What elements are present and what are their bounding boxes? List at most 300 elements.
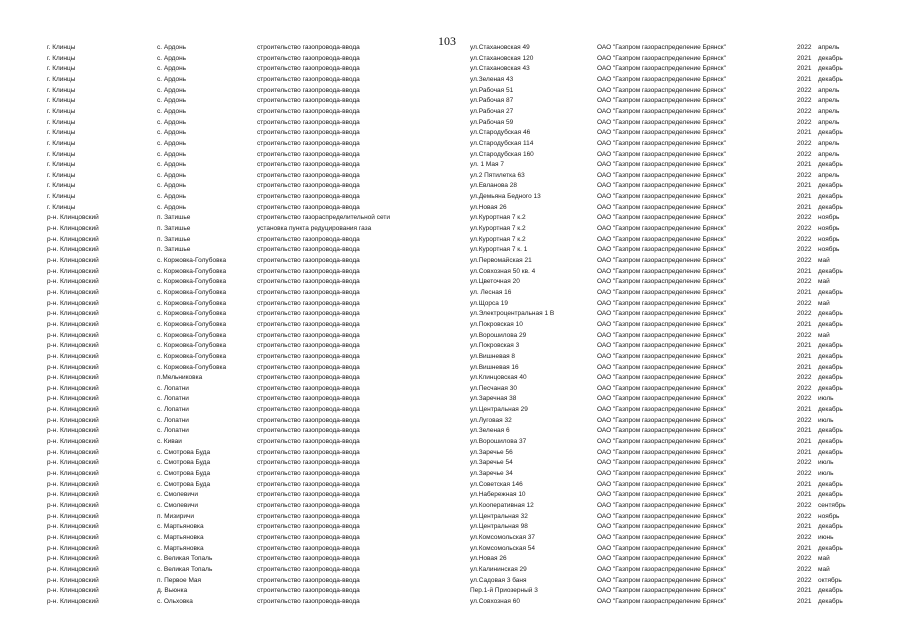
organization-cell: ОАО "Газпром газораспределение Брянск" (597, 555, 726, 563)
settlement-cell: п. Затишье (157, 246, 191, 254)
organization-cell: ОАО "Газпром газораспределение Брянск" (597, 416, 726, 424)
organization-cell: ОАО "Газпром газораспределение Брянск" (597, 406, 726, 414)
settlement-cell: с. Коржовка-Голубовка (157, 331, 227, 339)
work-type-cell: строительство газопровода-ввода (257, 416, 360, 424)
year-cell: 2022 (797, 470, 812, 477)
address-cell: ул.Демьяна Бедного 13 (470, 193, 541, 201)
work-type-cell: строительство газопровода-ввода (257, 97, 360, 105)
table-row (0, 86, 905, 96)
district-cell: р-н. Клинцовский (47, 278, 99, 286)
year-cell: 2022 (797, 512, 812, 520)
district-cell: р-н. Клинцовский (47, 342, 99, 350)
month-cell: ноябрь (818, 225, 840, 233)
work-type-cell: строительство газопровода-ввода (257, 533, 360, 541)
month-cell: декабрь (818, 523, 843, 531)
month-cell: декабрь (818, 193, 843, 201)
settlement-cell: с. Смолевичи (157, 501, 199, 509)
address-cell: ул.Совхозная 60 (470, 597, 520, 605)
work-type-cell: строительство газопровода-ввода (257, 288, 360, 296)
address-cell: ул.Стародубская 46 (470, 129, 531, 137)
page-number: 103 (438, 34, 456, 48)
address-cell: ул.Стахановская 120 (470, 54, 534, 62)
settlement-cell: п. Затишье (157, 225, 191, 233)
address-cell: ул.Набережная 10 (470, 491, 526, 499)
address-cell: ул.Рабочая 51 (470, 86, 514, 94)
settlement-cell: с. Ардонь (157, 182, 187, 190)
work-type-cell: строительство газопровода-ввода (257, 587, 360, 595)
district-cell: г. Клинцы (47, 171, 76, 179)
organization-cell: ОАО "Газпром газораспределение Брянск" (597, 587, 726, 595)
settlement-cell: п. Первое Мая (157, 576, 202, 584)
year-cell: 2021 (797, 320, 812, 328)
month-cell: декабрь (818, 597, 843, 605)
work-type-cell: строительство газопровода-ввода (257, 331, 360, 339)
table-row (0, 522, 905, 532)
organization-cell: ОАО "Газпром газораспределение Брянск" (597, 544, 726, 552)
organization-cell: ОАО "Газпром газораспределение Брянск" (597, 118, 726, 126)
address-cell: ул.Калининская 29 (470, 565, 527, 573)
address-cell: ул.Зеленая 43 (470, 75, 514, 83)
year-cell: 2021 (797, 75, 812, 83)
year-cell: 2022 (797, 278, 812, 286)
table-row (0, 224, 905, 234)
month-cell: декабрь (818, 427, 843, 435)
work-type-cell: строительство газопровода-ввода (257, 75, 360, 83)
address-cell: ул.Покровская 3 (470, 342, 520, 350)
organization-cell: ОАО "Газпром газораспределение Брянск" (597, 352, 726, 360)
month-cell: апрель (818, 171, 840, 179)
work-type-cell: строительство газопровода-ввода (257, 480, 360, 488)
year-cell: 2022 (797, 118, 812, 126)
district-cell: г. Клинцы (47, 118, 76, 126)
work-type-cell: строительство газопровода-ввода (257, 320, 360, 328)
work-type-cell: строительство газопровода-ввода (257, 65, 360, 73)
address-cell: ул.Луговая 32 (470, 416, 512, 424)
district-cell: р-н. Клинцовский (47, 310, 99, 318)
settlement-cell: с. Ардонь (157, 118, 187, 126)
district-cell: г. Клинцы (47, 44, 76, 51)
organization-cell: ОАО "Газпром газораспределение Брянск" (597, 193, 726, 201)
month-cell: июнь (818, 533, 834, 541)
work-type-cell: строительство газопровода-ввода (257, 501, 360, 509)
year-cell: 2022 (797, 565, 812, 573)
district-cell: р-н. Клинцовский (47, 352, 99, 360)
table-row (0, 181, 905, 191)
work-type-cell: строительство газопровода-ввода (257, 427, 360, 435)
month-cell: сентябрь (818, 501, 846, 509)
work-type-cell: строительство газопровода-ввода (257, 182, 360, 190)
settlement-cell: с. Смотрова Буда (157, 448, 211, 456)
address-cell: ул.Центральная 29 (470, 406, 528, 414)
month-cell: ноябрь (818, 246, 840, 254)
table-row (0, 54, 905, 64)
month-cell: декабрь (818, 480, 843, 488)
month-cell: декабрь (818, 161, 843, 169)
district-cell: р-н. Клинцовский (47, 544, 99, 552)
month-cell: октябрь (818, 576, 842, 584)
address-cell: ул.Ворошилова 37 (470, 438, 527, 446)
organization-cell: ОАО "Газпром газораспределение Брянск" (597, 75, 726, 83)
month-cell: декабрь (818, 310, 843, 318)
month-cell: июль (818, 395, 834, 403)
table-row (0, 331, 905, 341)
organization-cell: ОАО "Газпром газораспределение Брянск" (597, 86, 726, 94)
settlement-cell: с. Смолевичи (157, 491, 199, 499)
settlement-cell: с. Мартьяновка (157, 523, 204, 531)
work-type-cell: строительство газопровода-ввода (257, 576, 360, 584)
work-type-cell: строительство газопровода-ввода (257, 406, 360, 414)
address-cell: ул.Зеленая 6 (470, 427, 510, 435)
year-cell: 2021 (797, 129, 812, 137)
settlement-cell: с. Коржовка-Голубовка (157, 278, 227, 286)
district-cell: р-н. Клинцовский (47, 501, 99, 509)
organization-cell: ОАО "Газпром газораспределение Брянск" (597, 597, 726, 605)
address-cell: ул.Щорса 19 (470, 299, 508, 307)
settlement-cell: с. Ардонь (157, 75, 187, 83)
organization-cell: ОАО "Газпром газораспределение Брянск" (597, 384, 726, 392)
settlement-cell: с. Ардонь (157, 139, 187, 147)
work-type-cell: установка пункта редуцирования газа (257, 225, 372, 233)
year-cell: 2021 (797, 438, 812, 446)
organization-cell: ОАО "Газпром газораспределение Брянск" (597, 171, 726, 179)
table-row (0, 384, 905, 394)
month-cell: апрель (818, 107, 840, 115)
work-type-cell: строительство газопровода-ввода (257, 565, 360, 573)
district-cell: г. Клинцы (47, 182, 76, 190)
table-row (0, 64, 905, 74)
month-cell: май (818, 299, 830, 307)
table-row (0, 352, 905, 362)
year-cell: 2021 (797, 448, 812, 456)
district-cell: р-н. Клинцовский (47, 363, 99, 371)
work-type-cell: строительство газопровода-ввода (257, 363, 360, 371)
month-cell: декабрь (818, 363, 843, 371)
address-cell: ул.Клинцовская 40 (470, 374, 527, 382)
year-cell: 2022 (797, 310, 812, 318)
month-cell: апрель (818, 97, 840, 105)
work-type-cell: строительство газопровода-ввода (257, 491, 360, 499)
district-cell: р-н. Клинцовский (47, 214, 99, 222)
work-type-cell: строительство газопровода-ввода (257, 555, 360, 563)
month-cell: май (818, 257, 830, 264)
year-cell: 2021 (797, 342, 812, 350)
work-type-cell: строительство газопровода-ввода (257, 139, 360, 147)
month-cell: ноябрь (818, 512, 840, 520)
month-cell: декабрь (818, 320, 843, 328)
organization-cell: ОАО "Газпром газораспределение Брянск" (597, 310, 726, 318)
month-cell: ноябрь (818, 214, 840, 222)
settlement-cell: с. Коржовка-Голубовка (157, 320, 227, 328)
table-row (0, 150, 905, 160)
address-cell: ул.Электроцентральная 1 В (470, 310, 555, 318)
district-cell: р-н. Клинцовский (47, 235, 99, 243)
settlement-cell: с. Мартьяновка (157, 544, 204, 552)
address-cell: ул.Новая 26 (470, 555, 507, 563)
district-cell: р-н. Клинцовский (47, 565, 99, 573)
table-row (0, 405, 905, 415)
year-cell: 2022 (797, 214, 812, 222)
settlement-cell: с. Коржовка-Голубовка (157, 267, 227, 275)
organization-cell: ОАО "Газпром газораспределение Брянск" (597, 480, 726, 488)
year-cell: 2022 (797, 459, 812, 467)
organization-cell: ОАО "Газпром газораспределение Брянск" (597, 203, 726, 211)
district-cell: г. Клинцы (47, 65, 76, 73)
district-cell: р-н. Клинцовский (47, 299, 99, 307)
settlement-cell: д. Вьюнка (157, 587, 188, 595)
month-cell: декабрь (818, 438, 843, 446)
settlement-cell: с. Смотрова Буда (157, 470, 211, 477)
address-cell: Пер.1-й Приозерный 3 (470, 587, 538, 595)
year-cell: 2022 (797, 416, 812, 424)
year-cell: 2022 (797, 107, 812, 115)
district-cell: р-н. Клинцовский (47, 470, 99, 477)
month-cell: декабрь (818, 267, 843, 275)
month-cell: май (818, 555, 830, 563)
year-cell: 2022 (797, 150, 812, 158)
month-cell: апрель (818, 150, 840, 158)
table-row (0, 363, 905, 373)
month-cell: декабрь (818, 374, 843, 382)
settlement-cell: с. Лопатни (157, 406, 189, 414)
address-cell: ул.Заречная 38 (470, 395, 517, 403)
organization-cell: ОАО "Газпром газораспределение Брянск" (597, 214, 726, 222)
table-row (0, 128, 905, 138)
work-type-cell: строительство газопровода-ввода (257, 459, 360, 467)
year-cell: 2022 (797, 299, 812, 307)
work-type-cell: строительство газопровода-ввода (257, 257, 360, 264)
year-cell: 2021 (797, 161, 812, 169)
settlement-cell: с. Ардонь (157, 161, 187, 169)
district-cell: р-н. Клинцовский (47, 331, 99, 339)
table-row (0, 373, 905, 383)
organization-cell: ОАО "Газпром газораспределение Брянск" (597, 299, 726, 307)
year-cell: 2021 (797, 203, 812, 211)
organization-cell: ОАО "Газпром газораспределение Брянск" (597, 288, 726, 296)
work-type-cell: строительство газопровода-ввода (257, 352, 360, 360)
work-type-cell: строительство газопровода-ввода (257, 193, 360, 201)
work-type-cell: строительство газопровода-ввода (257, 171, 360, 179)
district-cell: г. Клинцы (47, 75, 76, 83)
district-cell: р-н. Клинцовский (47, 448, 99, 456)
district-cell: г. Клинцы (47, 203, 76, 211)
year-cell: 2022 (797, 555, 812, 563)
year-cell: 2022 (797, 97, 812, 105)
district-cell: р-н. Клинцовский (47, 587, 99, 595)
month-cell: апрель (818, 86, 840, 94)
month-cell: декабрь (818, 587, 843, 595)
work-type-cell: строительство газораспределительной сети (257, 214, 390, 222)
settlement-cell: с. Ардонь (157, 86, 187, 94)
work-type-cell: строительство газопровода-ввода (257, 438, 360, 446)
work-type-cell: строительство газопровода-ввода (257, 597, 360, 605)
year-cell: 2022 (797, 171, 812, 179)
settlement-cell: с. Ардонь (157, 129, 187, 137)
district-cell: г. Клинцы (47, 97, 76, 105)
table-row (0, 586, 905, 596)
organization-cell: ОАО "Газпром газораспределение Брянск" (597, 427, 726, 435)
settlement-cell: с. Ардонь (157, 171, 187, 179)
address-cell: ул. Лесная 16 (470, 288, 512, 296)
district-cell: г. Клинцы (47, 150, 76, 158)
year-cell: 2022 (797, 86, 812, 94)
work-type-cell: строительство газопровода-ввода (257, 448, 360, 456)
month-cell: ноябрь (818, 235, 840, 243)
work-type-cell: строительство газопровода-ввода (257, 523, 360, 531)
year-cell: 2021 (797, 427, 812, 435)
work-type-cell: строительство газопровода-ввода (257, 395, 360, 403)
table-row (0, 267, 905, 277)
work-type-cell: строительство газопровода-ввода (257, 118, 360, 126)
table-row (0, 341, 905, 351)
table-row (0, 597, 905, 607)
settlement-cell: с. Коржовка-Голубовка (157, 288, 227, 296)
organization-cell: ОАО "Газпром газораспределение Брянск" (597, 374, 726, 382)
organization-cell: ОАО "Газпром газораспределение Брянск" (597, 363, 726, 371)
settlement-cell: с. Коржовка-Голубовка (157, 257, 227, 264)
district-cell: р-н. Клинцовский (47, 257, 99, 264)
settlement-cell: с. Коржовка-Голубовка (157, 299, 227, 307)
work-type-cell: строительство газопровода-ввода (257, 278, 360, 286)
address-cell: ул.Новая 26 (470, 203, 507, 211)
table-row (0, 544, 905, 554)
year-cell: 2021 (797, 288, 812, 296)
year-cell: 2022 (797, 257, 812, 264)
year-cell: 2021 (797, 544, 812, 552)
organization-cell: ОАО "Газпром газораспределение Брянск" (597, 523, 726, 531)
year-cell: 2021 (797, 65, 812, 73)
organization-cell: ОАО "Газпром газораспределение Брянск" (597, 331, 726, 339)
district-cell: г. Клинцы (47, 129, 76, 137)
work-type-cell: строительство газопровода-ввода (257, 129, 360, 137)
district-cell: р-н. Клинцовский (47, 576, 99, 584)
year-cell: 2021 (797, 587, 812, 595)
organization-cell: ОАО "Газпром газораспределение Брянск" (597, 278, 726, 286)
settlement-cell: с. Ардонь (157, 97, 187, 105)
work-type-cell: строительство газопровода-ввода (257, 374, 360, 382)
district-cell: р-н. Клинцовский (47, 406, 99, 414)
organization-cell: ОАО "Газпром газораспределение Брянск" (597, 54, 726, 62)
settlement-cell: с. Лопатни (157, 395, 189, 403)
organization-cell: ОАО "Газпром газораспределение Брянск" (597, 97, 726, 105)
address-cell: ул.Рабочая 87 (470, 97, 514, 105)
month-cell: декабрь (818, 406, 843, 414)
organization-cell: ОАО "Газпром газораспределение Брянск" (597, 235, 726, 243)
district-cell: р-н. Клинцовский (47, 480, 99, 488)
month-cell: июль (818, 416, 834, 424)
organization-cell: ОАО "Газпром газораспределение Брянск" (597, 246, 726, 254)
settlement-cell: с. Ардонь (157, 54, 187, 62)
organization-cell: ОАО "Газпром газораспределение Брянск" (597, 565, 726, 573)
settlement-cell: с. Ардонь (157, 203, 187, 211)
month-cell: июль (818, 470, 834, 477)
organization-cell: ОАО "Газпром газораспределение Брянск" (597, 395, 726, 403)
month-cell: декабрь (818, 65, 843, 73)
address-cell: ул.Совхозная 50 кв. 4 (470, 267, 536, 275)
work-type-cell: строительство газопровода-ввода (257, 512, 360, 520)
table-row (0, 490, 905, 500)
month-cell: декабрь (818, 342, 843, 350)
table-row (0, 565, 905, 575)
year-cell: 2022 (797, 246, 812, 254)
year-cell: 2022 (797, 384, 812, 392)
month-cell: апрель (818, 139, 840, 147)
table-row (0, 171, 905, 181)
address-cell: ул.Садовая 3 баня (470, 576, 527, 584)
district-cell: р-н. Клинцовский (47, 225, 99, 233)
address-cell: ул.Стахановская 49 (470, 44, 530, 51)
settlement-cell: с. Коржовка-Голубовка (157, 363, 227, 371)
year-cell: 2021 (797, 491, 812, 499)
district-cell: р-н. Клинцовский (47, 491, 99, 499)
month-cell: июль (818, 459, 834, 467)
settlement-cell: п. Затишье (157, 214, 191, 222)
district-cell: р-н. Клинцовский (47, 395, 99, 403)
month-cell: декабрь (818, 448, 843, 456)
table-row (0, 118, 905, 128)
district-cell: г. Клинцы (47, 86, 76, 94)
address-cell: ул.Курортная 7 к.2 (470, 235, 526, 243)
district-cell: р-н. Клинцовский (47, 597, 99, 605)
address-cell: ул.Евланова 28 (470, 182, 517, 190)
district-cell: р-н. Клинцовский (47, 459, 99, 467)
organization-cell: ОАО "Газпром газораспределение Брянск" (597, 320, 726, 328)
organization-cell: ОАО "Газпром газораспределение Брянск" (597, 459, 726, 467)
settlement-cell: с. Ардонь (157, 193, 187, 201)
year-cell: 2021 (797, 193, 812, 201)
work-type-cell: строительство газопровода-ввода (257, 235, 360, 243)
settlement-cell: п. Затишье (157, 235, 191, 243)
address-cell: ул.Вишневая 16 (470, 363, 519, 371)
district-cell: р-н. Клинцовский (47, 267, 99, 275)
organization-cell: ОАО "Газпром газораспределение Брянск" (597, 65, 726, 73)
address-cell: ул.Цветочная 20 (470, 278, 520, 286)
address-cell: ул.Рабочая 59 (470, 118, 514, 126)
organization-cell: ОАО "Газпром газораспределение Брянск" (597, 225, 726, 233)
month-cell: апрель (818, 44, 840, 51)
table-row (0, 480, 905, 490)
work-type-cell: строительство газопровода-ввода (257, 150, 360, 158)
district-cell: р-н. Клинцовский (47, 533, 99, 541)
year-cell: 2022 (797, 139, 812, 147)
work-type-cell: строительство газопровода-ввода (257, 86, 360, 94)
work-type-cell: строительство газопровода-ввода (257, 161, 360, 169)
district-cell: р-н. Клинцовский (47, 374, 99, 382)
table-row (0, 512, 905, 522)
district-cell: г. Клинцы (47, 54, 76, 62)
settlement-cell: с. Лопатни (157, 384, 189, 392)
address-cell: ул.Кооперативная 12 (470, 501, 534, 509)
address-cell: ул.Центральная 98 (470, 523, 528, 531)
organization-cell: ОАО "Газпром газораспределение Брянск" (597, 448, 726, 456)
address-cell: ул.Заречье 56 (470, 448, 513, 456)
address-cell: ул.Первомайская 21 (470, 257, 532, 264)
district-cell: р-н. Клинцовский (47, 416, 99, 424)
table-row (0, 139, 905, 149)
table-row (0, 416, 905, 426)
month-cell: май (818, 278, 830, 286)
work-type-cell: строительство газопровода-ввода (257, 299, 360, 307)
year-cell: 2021 (797, 523, 812, 531)
organization-cell: ОАО "Газпром газораспределение Брянск" (597, 267, 726, 275)
address-cell: ул.Курортная 7 к.2 (470, 214, 526, 222)
settlement-cell: с. Ардонь (157, 107, 187, 115)
table-row (0, 96, 905, 106)
organization-cell: ОАО "Газпром газораспределение Брянск" (597, 129, 726, 137)
table-row (0, 43, 905, 53)
address-cell: ул.Комсомольская 54 (470, 544, 536, 552)
settlement-cell: с. Великая Топаль (157, 565, 213, 573)
month-cell: декабрь (818, 288, 843, 296)
